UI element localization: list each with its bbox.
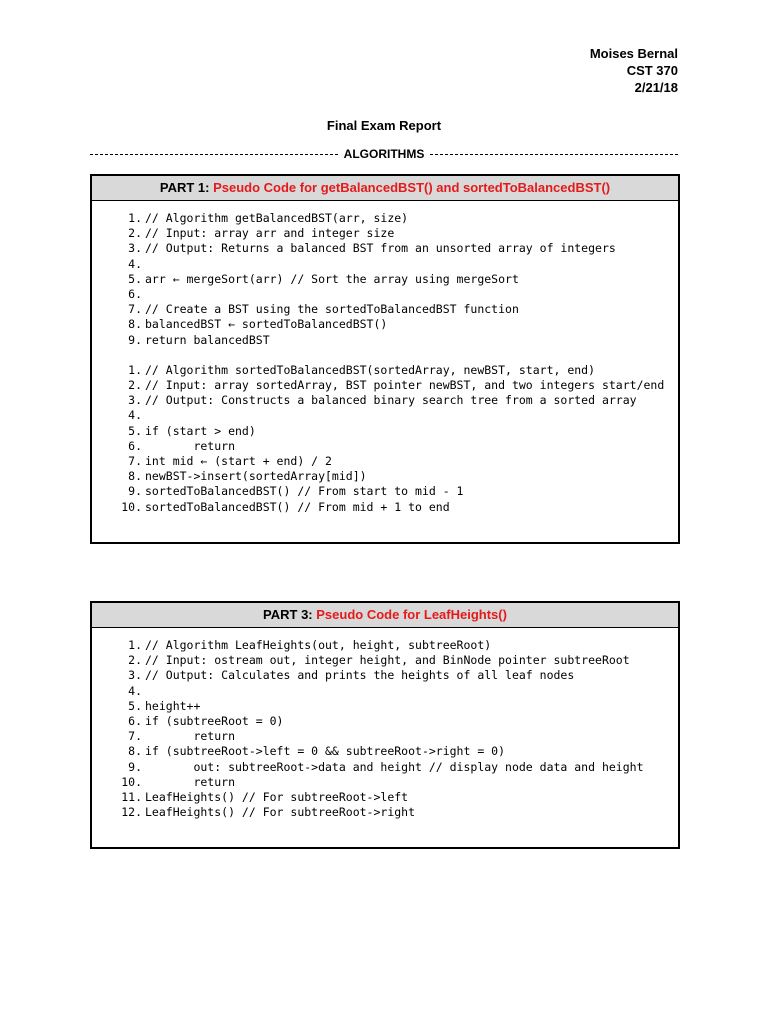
line-number: 5. [128,698,142,713]
code-text: out: subtreeRoot->data and height // display node data and height [145,759,644,774]
code-text: // Input: array arr and integer size [145,226,395,241]
part3-code-block [92,638,678,820]
part1-prefix: PART 1: [159,180,214,195]
code-text: sortedToBalancedBST() // From start to mid - 1 [145,484,464,499]
part1-title: Pseudo Code for getBalancedBST() and sortedToBalancedBST() [213,180,611,195]
code-line [92,439,678,454]
line-number: 4. [128,683,142,698]
code-line [92,714,678,729]
code-text: // Input: array sortedArray, BST pointer newBST, and two integers start/end [145,378,665,393]
code-text: // Algorithm getBalancedBST(arr, size) [145,211,409,225]
code-text: LeafHeights() // For subtreeRoot->left [145,790,409,805]
code-line [92,699,678,714]
line-number: 4. [128,408,142,423]
code-line [92,378,678,393]
line-number: 1. [128,638,142,652]
line-number: 5. [128,423,142,438]
line-number: 2. [128,653,142,668]
code-line [92,302,678,317]
code-text: newBST->insert(sortedArray[mid]) [145,469,367,484]
code-text: // Create a BST using the sortedToBalancedBST function [145,302,519,317]
code-line [92,211,678,226]
line-number: 2. [128,378,142,393]
code-line [92,668,678,683]
part1-header [92,176,678,201]
line-number: 3. [128,668,142,683]
divider-line-right [430,154,678,155]
part3-box [90,601,680,849]
line-number: 3. [128,241,142,256]
line-number: 7. [128,302,142,317]
code-line [92,226,678,241]
code-text [145,257,678,272]
part3-header [92,603,678,628]
code-text: return [145,729,236,744]
part3-prefix: PART 3: [263,607,317,622]
code-text [145,408,678,423]
code-line [92,287,678,302]
code-line [92,744,678,759]
report-date: 2/21/18 [634,80,678,95]
code-line [92,653,678,668]
code-line [92,790,678,805]
code-line [92,363,678,378]
code-text: sortedToBalancedBST() // From mid + 1 to end [145,499,450,514]
document-title: Final Exam Report [326,118,442,133]
code-line [92,408,678,423]
code-line [92,317,678,332]
line-number: 1. [128,211,142,225]
code-text: // Output: Calculates and prints the heights of all leaf nodes [145,668,575,683]
line-number: 5. [128,271,142,286]
code-line [92,424,678,439]
code-line [92,638,678,653]
section-label: ALGORITHMS [343,147,425,161]
code-line [92,393,678,408]
code-text: // Input: ostream out, integer height, and BinNode pointer subtreeRoot [145,653,630,668]
part1-box [90,174,680,544]
code-line [92,684,678,699]
line-number: 9. [128,332,142,347]
line-number: 6. [128,287,142,302]
code-text: return balancedBST [145,332,270,347]
code-line [92,272,678,287]
code-text: // Output: Constructs a balanced binary search tree from a sorted array [145,393,637,408]
code-text: balancedBST ← sortedToBalancedBST() [145,317,388,332]
code-text [145,684,678,699]
code-line [92,257,678,272]
code-line [92,454,678,469]
code-line [92,775,678,790]
code-line [92,484,678,499]
code-text: if (subtreeRoot->left = 0 && subtreeRoot->right = 0) [145,744,506,759]
code-text: return [145,774,236,789]
author-header [590,45,678,96]
line-number: 8. [128,469,142,484]
line-number: 12. [121,805,142,820]
code-text: // Algorithm sortedToBalancedBST(sortedArray, newBST, start, end) [145,362,596,377]
line-number: 3. [128,393,142,408]
line-number: 8. [128,317,142,332]
section-divider [90,147,678,161]
line-number: 6. [128,714,142,729]
code-text: arr ← mergeSort(arr) // Sort the array using mergeSort [145,271,519,286]
code-line [92,469,678,484]
line-number: 11. [121,790,142,805]
code-line [92,500,678,515]
part1-code-block-b [92,363,678,515]
code-text: // Output: Returns a balanced BST from an unsorted array of integers [145,241,616,256]
course-code: CST 370 [626,63,678,78]
code-line [92,333,678,348]
line-number: 9. [128,759,142,774]
line-number: 9. [128,484,142,499]
part1-code-block-a [92,211,678,348]
part3-title: Pseudo Code for LeafHeights() [316,607,507,622]
line-number: 4. [128,256,142,271]
line-number: 7. [128,454,142,469]
code-text [145,287,678,302]
line-number: 10. [121,774,142,789]
code-text: height++ [145,698,201,713]
code-line [92,729,678,744]
code-text: LeafHeights() // For subtreeRoot->right [145,805,416,820]
code-text: int mid ← (start + end) / 2 [145,454,332,469]
part1-code [92,201,678,515]
author-name: Moises Bernal [589,46,678,61]
line-number: 6. [128,438,142,453]
line-number: 7. [128,729,142,744]
line-number: 10. [121,499,142,514]
code-line [92,241,678,256]
code-text: if (subtreeRoot = 0) [145,714,284,729]
code-text: if (start > end) [145,423,256,438]
code-text: return [145,438,236,453]
part3-code [92,628,678,820]
code-spacer [92,348,678,363]
code-line [92,760,678,775]
line-number: 8. [128,744,142,759]
divider-line-left [90,154,338,155]
line-number: 2. [128,226,142,241]
line-number: 1. [128,362,142,377]
code-text: // Algorithm LeafHeights(out, height, subtreeRoot) [145,638,492,652]
code-line [92,805,678,820]
